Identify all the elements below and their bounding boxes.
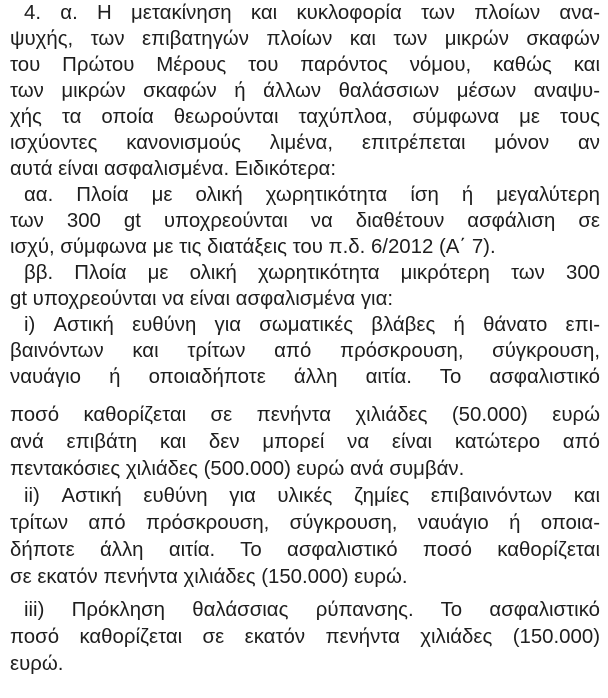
text-line: ευρώ. [10,653,64,675]
text-line: 4. α. Η μετακίνηση και κυκλοφορία των πλοίων ανα- [24,2,600,24]
text-line: βαινόντων και τρίτων από πρόσκρουση, σύγκρουση, [10,340,600,362]
text-line: αυτά είναι ασφαλισμένα. Ειδικότερα: [10,158,337,180]
text-line: i) Αστική ευθύνη για σωματικές βλάβες ή θάνατο επι- [24,314,600,336]
text-line: των 300 gt υποχρεούνται να διαθέτουν ασφάλιση σε [10,210,600,232]
text-line: σε εκατόν πενήντα χιλιάδες (150.000) ευρώ. [10,566,408,588]
text-line: χής τα οποία θεωρούνται ταχύπλοα, σύμφωνα με τους [10,106,600,128]
text-line: πεντακόσιες χιλιάδες (500.000) ευρώ ανά συμβάν. [10,458,465,480]
text-line: αα. Πλοία με ολική χωρητικότητα ίση ή μεγαλύτερη [24,184,600,206]
text-line: ανά επιβάτη και δεν μπορεί να είναι κατώτερο από [10,431,600,453]
text-line: ισχύοντες κανονισμούς λιμένα, επιτρέπεται μόνον αν [10,132,600,154]
text-line: ψυχής, των επιβατηγών πλοίων και των μικρών σκαφών [10,28,600,50]
text-line: ii) Αστική ευθύνη για υλικές ζημίες επιβαινόντων και [24,485,600,507]
text-line: των μικρών σκαφών ή άλλων θαλάσσιων μέσων αναψυ- [10,80,600,102]
text-line: του Πρώτου Μέρους του παρόντος νόμου, καθώς και [10,54,600,76]
text-line: τρίτων από πρόσκρουση, σύγκρουση, ναυάγιο ή οποια- [10,512,600,534]
text-line: δήποτε άλλη αιτία. Το ασφαλιστικό ποσό καθορίζεται [10,539,600,561]
text-line: ναυάγιο ή οποιαδήποτε άλλη αιτία. Το ασφαλιστικό [10,366,600,388]
text-line: ποσό καθορίζεται σε πενήντα χιλιάδες (50.000) ευρώ [10,404,600,426]
text-line: iii) Πρόκληση θαλάσσιας ρύπανσης. Το ασφαλιστικό [24,599,600,621]
text-line: gt υποχρεούνται να είναι ασφαλισμένα για: [10,288,394,310]
text-line: ββ. Πλοία με ολική χωρητικότητα μικρότερη των 300 [24,262,600,284]
text-line: ποσό καθορίζεται σε εκατόν πενήντα χιλιάδες (150.000) [10,626,600,648]
text-line: ισχύ, σύμφωνα με τις διατάξεις του π.δ. 6/2012 (Α΄ 7). [10,236,496,258]
